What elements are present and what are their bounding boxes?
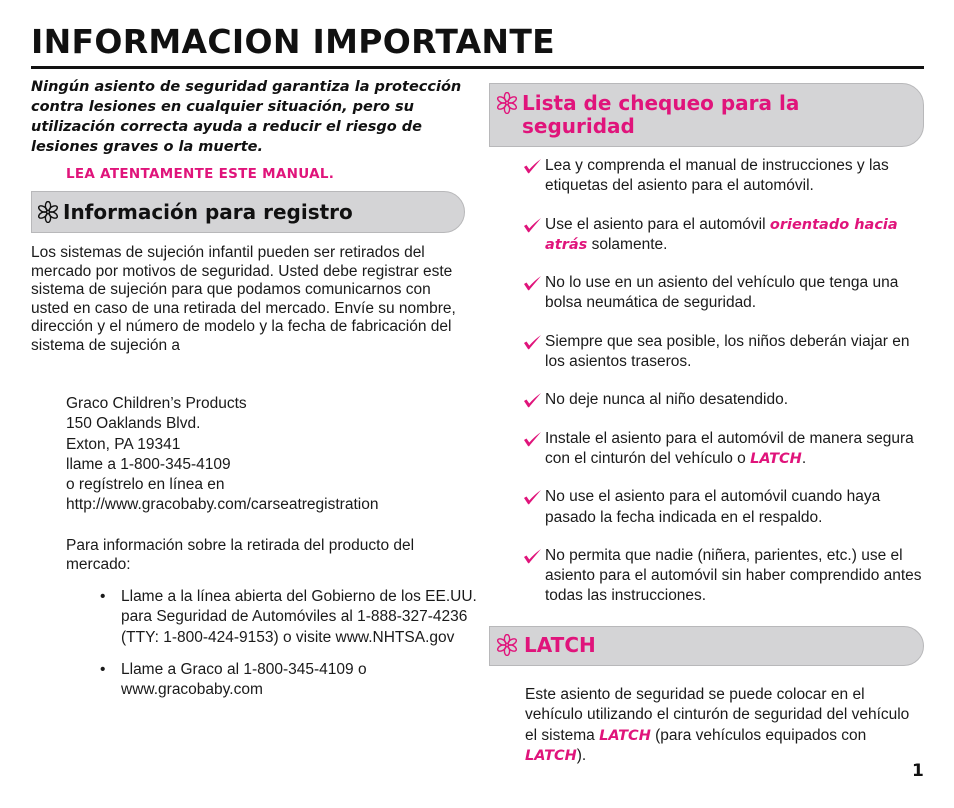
list-item <box>523 215 923 256</box>
address-line: 150 Oaklands Blvd. <box>66 415 201 433</box>
list-item <box>523 546 923 607</box>
address-line: Graco Children’s Products <box>66 395 247 412</box>
registration-section-header <box>31 191 465 233</box>
highlight-text: orientado hacia atrás <box>545 216 898 253</box>
checklist-text: Siempre que sea posible, los niños deberán viajar en los asientos traseros. <box>545 332 910 371</box>
checklist-text: . <box>801 449 807 467</box>
bullet-text: Llame a la línea abierta del Gobierno de los EE.UU. para Seguridad de Automóviles al 1-888-327-4236 (TTY: 1-800-424-9153) o visite www.NHTSA.gov <box>121 588 477 646</box>
address-line: Exton, PA 19341 <box>66 435 181 453</box>
highlight-text: LATCH <box>750 450 802 467</box>
checkmark-icon <box>523 158 543 176</box>
checklist-text: No deje nunca al niño desatendido. <box>545 391 789 409</box>
mailing-address <box>66 394 378 516</box>
list-item <box>523 273 923 314</box>
list-item <box>523 390 923 410</box>
list-item <box>66 660 486 701</box>
recall-contact-list <box>66 587 486 712</box>
list-item <box>66 587 486 648</box>
list-item <box>523 156 923 197</box>
latch-text: ). <box>576 746 587 764</box>
latch-heading: LATCH <box>524 633 596 657</box>
latch-text: (para vehículos equipados con <box>650 726 867 744</box>
address-line: llame a 1-800-345-4109 <box>66 455 231 473</box>
latch-section-header <box>489 626 924 666</box>
latch-text: Este asiento de seguridad se puede colocar en el vehículo utilizando el cinturón de seguridad del vehículo el sistema <box>525 686 910 744</box>
page-title: INFORMACION IMPORTANTE <box>31 22 555 61</box>
checklist-heading: Lista de chequeo para la seguridad <box>522 91 800 138</box>
checklist-text: Use el asiento para el automóvil <box>545 215 770 233</box>
bullet-text: Llame a Graco al 1-800-345-4109 o www.gracobaby.com <box>121 660 367 699</box>
checkmark-icon <box>523 431 543 449</box>
highlight-text: LATCH <box>525 747 577 764</box>
latch-paragraph <box>525 685 925 766</box>
safety-warning: Ningún asiento de seguridad garantiza la protección contra lesiones en cualquier situación, pero su utilización correcta ayuda a reducir el riesgo de lesiones graves o la muerte. <box>31 79 462 155</box>
flower-ornament-icon <box>496 92 518 114</box>
flower-ornament-icon <box>496 634 518 656</box>
checklist-text: No use el asiento para el automóvil cuando haya pasado la fecha indicada en el respaldo. <box>545 488 881 526</box>
title-rule <box>31 66 924 69</box>
checkmark-icon <box>523 217 543 235</box>
checklist-text: Lea y comprenda el manual de instrucciones y las etiquetas del asiento para el automóvil. <box>545 157 889 195</box>
safety-checklist <box>523 156 923 607</box>
highlight-text: LATCH <box>599 727 651 744</box>
checklist-text: Instale el asiento para el automóvil de manera segura con el cinturón del vehículo o <box>545 429 914 467</box>
bullet-icon: • <box>100 588 106 605</box>
checkmark-icon <box>523 392 543 410</box>
checkmark-icon <box>523 548 543 566</box>
page-number: 1 <box>912 761 924 781</box>
checkmark-icon <box>523 334 543 352</box>
list-item <box>523 332 923 373</box>
bullet-icon: • <box>100 660 106 678</box>
address-line: o regístrelo en línea en <box>66 476 225 494</box>
checklist-text: No permita que nadie (niñera, parientes, etc.) use el asiento para el automóvil sin haber comprendido antes todas las instrucciones. <box>545 546 922 605</box>
registration-paragraph: Los sistemas de sujeción infantil pueden ser retirados del mercado por motivos de seguridad. Usted debe registrar este sistema de sujeción para que podamos comunicarnos con usted en caso de una retirada del mercado. Envíe su nombre, dirección y el número de modelo y la fecha de fabricación del sistema de sujeción a <box>31 244 456 354</box>
checkmark-icon <box>523 275 543 293</box>
recall-intro: Para información sobre la retirada del producto del mercado: <box>66 537 415 573</box>
list-item <box>523 487 923 528</box>
read-manual-notice: LEA ATENTAMENTE ESTE MANUAL. <box>66 166 335 182</box>
registration-heading: Información para registro <box>63 200 353 224</box>
checkmark-icon <box>523 489 543 507</box>
checklist-text: No lo use en un asiento del vehículo que tenga una bolsa neumática de seguridad. <box>545 274 899 312</box>
registration-url[interactable]: http://www.gracobaby.com/carseatregistration <box>66 496 379 514</box>
checklist-section-header <box>489 83 924 147</box>
list-item <box>523 429 923 470</box>
flower-ornament-icon <box>37 201 59 223</box>
checklist-text: solamente. <box>587 235 668 253</box>
